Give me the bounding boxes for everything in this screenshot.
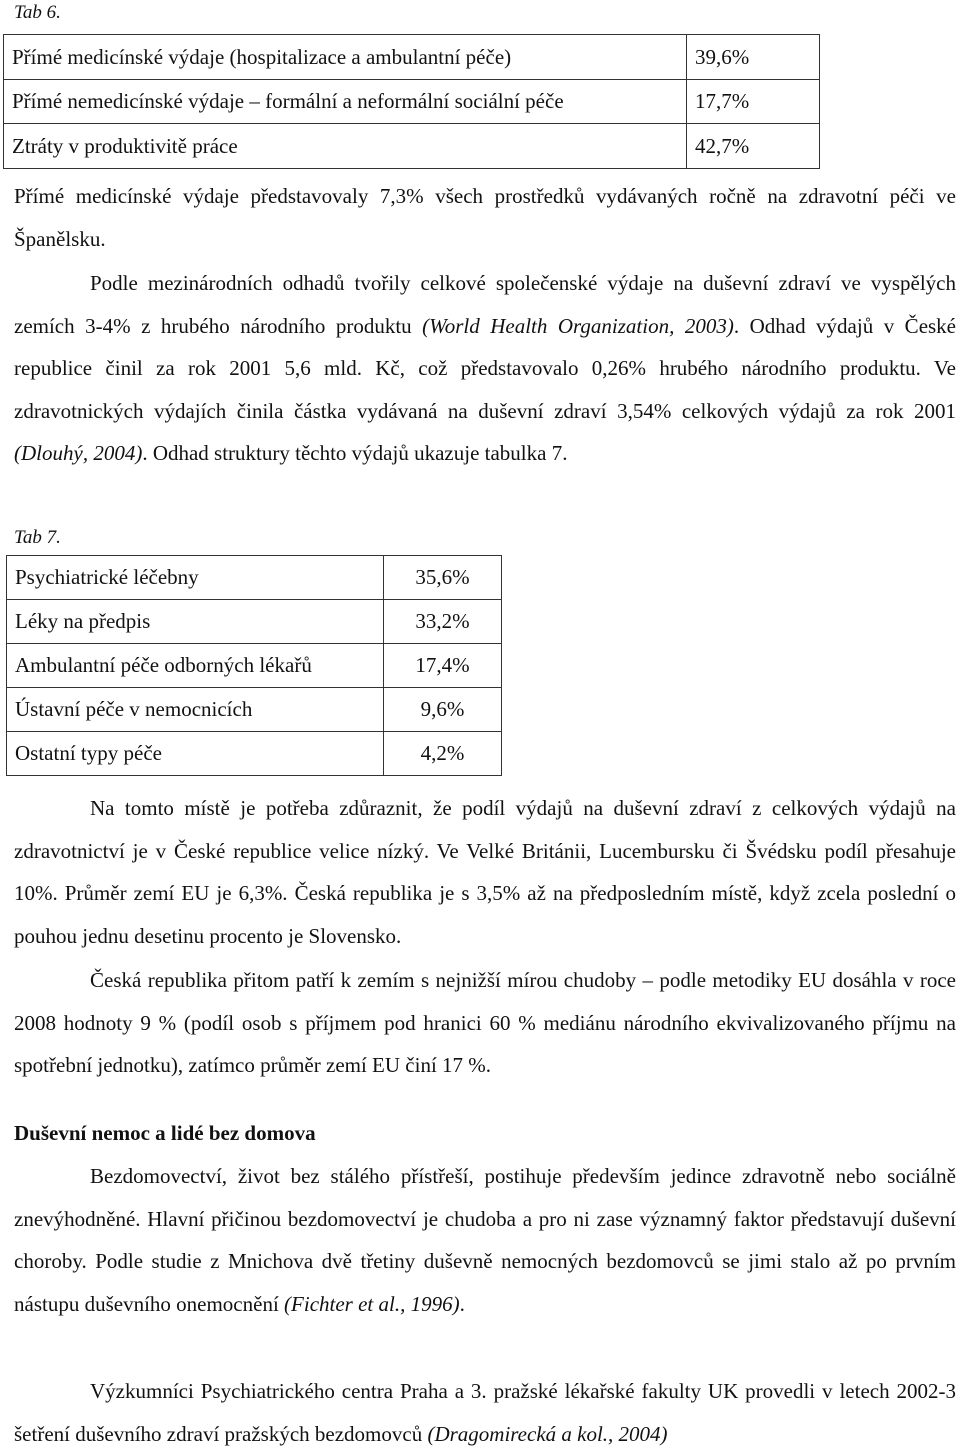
table-row: [4, 124, 820, 169]
citation-dlouhy: (Dlouhý, 2004): [14, 441, 143, 465]
para2-text-c: . Odhad struktury těchto výdajů ukazuje tabulka 7.: [142, 441, 568, 465]
section-heading: Duševní nemoc a lidé bez domova: [14, 1121, 316, 1145]
table-row: [7, 732, 502, 776]
tab6-row2-label: Přímé nemedicínské výdaje – formální a neformální sociální péče: [4, 80, 687, 124]
tab7-caption: Tab 7.: [14, 527, 61, 548]
tab6-row3-value: 42,7%: [687, 124, 820, 169]
citation-who: (World Health Organization, 2003): [422, 313, 734, 338]
tab6-row2-value: 17,7%: [687, 80, 820, 124]
tab7-row1-value: 35,6%: [384, 556, 502, 600]
table-row: [4, 35, 820, 80]
tab6-table: [3, 34, 820, 169]
tab7-row2-value: 33,2%: [384, 600, 502, 644]
tab7-row3-value: 17,4%: [384, 644, 502, 688]
table-row: [4, 80, 820, 124]
paragraph-spain: Přímé medicínské výdaje představovaly 7,3% všech prostředků vydávaných ročně na zdravotní péči ve Španělsku.: [14, 184, 956, 251]
tab7-row5-label: Ostatní typy péče: [7, 732, 384, 776]
para2-text-a: Podle mezinárodních odhadů tvořily celkové společenské výdaje na duševní zdraví ve vyspělých zemích 3-4% z hrubého národního produktu: [14, 271, 956, 338]
citation-dragomirecka: (Dragomirecká a kol., 2004): [427, 1421, 668, 1446]
para2-text-b: . Odhad výdajů v České republice činil za rok 2001 5,6 mld. Kč, což představovalo 0,26% hrubého národního produktu. Ve zdravotnických výdajích činila částka vydávaná na duševní zdraví 3,54% celkových výdajů za rok 2001: [14, 313, 957, 423]
tab7-row4-value: 9,6%: [384, 688, 502, 732]
para5-end: .: [459, 1291, 465, 1316]
para6-text: Výzkumníci Psychiatrického centra Praha a 3. pražské lékařské fakulty UK provedli v letech 2002-3 šetření duševního zdraví pražských bezdomovců: [14, 1379, 956, 1446]
paragraph-prague-study: [14, 1370, 956, 1455]
tab6-caption: Tab 6.: [14, 2, 61, 23]
tab7-row5-value: 4,2%: [384, 732, 502, 776]
tab6-row1-value: 39,6%: [687, 35, 820, 80]
tab7-row3-label: Ambulantní péče odborných lékařů: [7, 644, 384, 688]
para5-text: Bezdomovectví, život bez stálého přístřeší, postihuje především jedince zdravotně nebo sociálně znevýhodněné. Hlavní přičinou bezdomovectví je chudoba a pro ni zase významný faktor představují duševní choroby. Podle studie z Mnichova dvě třetiny duševně nemocných bezdomovců se jimi stalo až po prvním nástupu duševního onemocnění: [14, 1164, 956, 1316]
tab6-row3-label: Ztráty v produktivitě práce: [4, 124, 687, 169]
citation-fichter: (Fichter et al., 1996): [284, 1291, 460, 1316]
tab7-table: [6, 555, 502, 776]
table-row: [7, 644, 502, 688]
table-row: [7, 688, 502, 732]
tab7-row2-label: Léky na předpis: [7, 600, 384, 644]
table-row: [7, 600, 502, 644]
table-row: [7, 556, 502, 600]
paragraph-eu-comparison: Na tomto místě je potřeba zdůraznit, že podíl výdajů na duševní zdraví z celkových výdajů na zdravotnictví je v České republice velice nízký. Ve Velké Británii, Lucembursku či Švédsku podíl přesahuje 10%. Průměr zemí EU je 6,3%. Česká republika je s 3,5% až na předposledním místě, když zcela poslední o pouhou jednu desetinu procento je Slovensko.: [14, 796, 956, 948]
paragraph-homelessness: [14, 1155, 956, 1325]
tab7-row4-label: Ústavní péče v nemocnicích: [7, 688, 384, 732]
tab7-row1-label: Psychiatrické léčebny: [7, 556, 384, 600]
paragraph-poverty: Česká republika přitom patří k zemím s nejnižší mírou chudoby – podle metodiky EU dosáhla v roce 2008 hodnoty 9 % (podíl osob s příjmem pod hranici 60 % mediánu národního ekvivalizovaného příjmu na spotřební jednotku), zatímco průměr zemí EU činí 17 %.: [14, 968, 956, 1077]
tab6-row1-label: Přímé medicínské výdaje (hospitalizace a ambulantní péče): [4, 35, 687, 80]
paragraph-costs: [14, 262, 956, 475]
